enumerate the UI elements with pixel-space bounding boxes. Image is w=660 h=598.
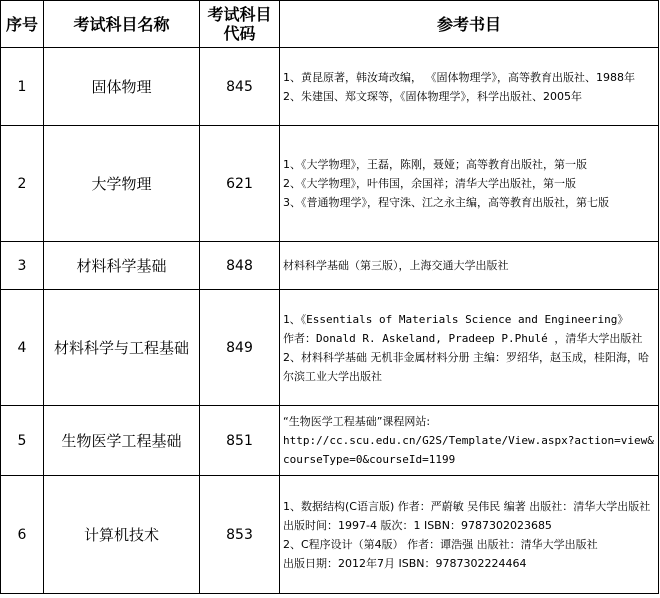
row-subject-code: 848 bbox=[200, 242, 280, 290]
table-row bbox=[1, 126, 659, 242]
reference-line: 1、《Essentials of Materials Science and Engineering》 bbox=[283, 312, 629, 326]
row-subject-code: 853 bbox=[200, 476, 280, 594]
table-row bbox=[1, 48, 659, 126]
row-subject-code: 845 bbox=[200, 48, 280, 126]
reference-line: 3、《普通物理学》，程守洙、江之永主编，高等教育出版社，第七版 bbox=[283, 196, 609, 209]
reference-line: 作者：Donald R. Askeland, Pradeep P.Phulé ，清华大学出版社 bbox=[283, 331, 643, 345]
row-subject-name: 材料科学基础 bbox=[44, 242, 200, 290]
row-seq: 4 bbox=[1, 290, 44, 406]
row-seq: 6 bbox=[1, 476, 44, 594]
row-subject-code: 849 bbox=[200, 290, 280, 406]
row-references bbox=[280, 476, 659, 594]
row-subject-name: 大学物理 bbox=[44, 126, 200, 242]
row-references bbox=[280, 242, 659, 290]
row-references bbox=[280, 290, 659, 406]
row-seq: 2 bbox=[1, 126, 44, 242]
row-seq: 3 bbox=[1, 242, 44, 290]
row-references bbox=[280, 48, 659, 126]
table-row bbox=[1, 476, 659, 594]
row-references bbox=[280, 406, 659, 476]
reference-line: 1、数据结构(C语言版) 作者：严蔚敏 吴伟民 编著 出版社：清华大学出版社 出版时间：1997-4 版次：1 ISBN：9787302023685 bbox=[283, 499, 651, 532]
reference-line: “生物医学工程基础”课程网站: bbox=[283, 415, 431, 428]
header-seq: 序号 bbox=[1, 1, 44, 48]
reference-line: 2、朱建国、郑文琛等，《固体物理学》，科学出版社、2005年 bbox=[283, 89, 582, 103]
row-subject-code: 851 bbox=[200, 406, 280, 476]
reference-line: 2、材料科学基础 无机非金属材料分册 主编：罗绍华，赵玉成，桂阳海，哈尔滨工业大学出版社 bbox=[283, 350, 649, 383]
header-code-line2: 代码 bbox=[223, 24, 256, 43]
row-seq: 1 bbox=[1, 48, 44, 126]
reference-line: 出版日期：2012年7月 ISBN：9787302224464 bbox=[283, 556, 527, 570]
course-website-link[interactable]: http://cc.scu.edu.cn/G2S/Template/View.aspx?action=view&courseType=0&courseId=1199 bbox=[283, 434, 654, 466]
row-subject-name: 材料科学与工程基础 bbox=[44, 290, 200, 406]
reference-line: 2、《大学物理》，叶伟国，余国祥；清华大学出版社，第一版 bbox=[283, 177, 576, 190]
table-row bbox=[1, 290, 659, 406]
row-seq: 5 bbox=[1, 406, 44, 476]
reference-line: 材料科学基础（第三版），上海交通大学出版社 bbox=[283, 259, 509, 272]
row-subject-name: 计算机技术 bbox=[44, 476, 200, 594]
header-references: 参考书目 bbox=[280, 1, 659, 48]
reference-line: 1、《大学物理》，王磊，陈刚，聂娅；高等教育出版社，第一版 bbox=[283, 158, 587, 171]
row-subject-code: 621 bbox=[200, 126, 280, 242]
header-code-line1: 考试科目 bbox=[207, 5, 272, 24]
row-subject-name: 固体物理 bbox=[44, 48, 200, 126]
reference-line: 2、C程序设计（第4版） 作者：谭浩强 出版社：清华大学出版社 bbox=[283, 537, 598, 551]
reference-line: 1、黄昆原著，韩汝琦改编， 《固体物理学》，高等教育出版社、1988年 bbox=[283, 70, 635, 84]
table-row bbox=[1, 406, 659, 476]
table-row bbox=[1, 242, 659, 290]
header-subject-name: 考试科目名称 bbox=[44, 1, 200, 48]
header-subject-code bbox=[200, 1, 280, 48]
row-subject-name: 生物医学工程基础 bbox=[44, 406, 200, 476]
header-row bbox=[1, 1, 659, 48]
row-references bbox=[280, 126, 659, 242]
